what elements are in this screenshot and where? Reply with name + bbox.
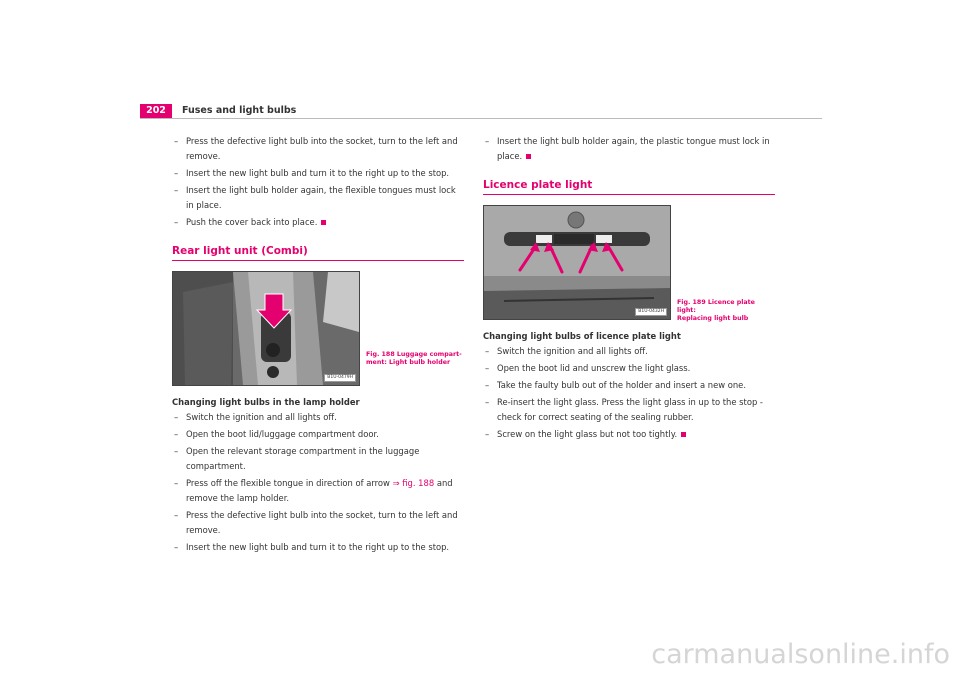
section-title-licence-plate: Licence plate light bbox=[483, 178, 775, 195]
step: – Insert the new light bulb and turn it to the right up to the stop. bbox=[172, 540, 464, 555]
left-column bbox=[172, 134, 464, 555]
subheading: Changing light bulbs in the lamp holder bbox=[172, 397, 360, 407]
luggage-compartment-photo bbox=[172, 271, 360, 386]
step bbox=[172, 476, 464, 506]
page-number: 202 bbox=[140, 104, 172, 118]
step: – Press the defective light bulb into the socket, turn to the left and remove. bbox=[172, 134, 464, 164]
step-text: Press off the flexible tongue in direction of arrow bbox=[186, 478, 393, 488]
step-text: Insert the light bulb holder again, the plastic tongue must lock in place. bbox=[497, 136, 770, 161]
figure-189 bbox=[483, 205, 775, 321]
right-column bbox=[483, 134, 775, 442]
section-end-mark bbox=[681, 432, 686, 437]
step: – Open the boot lid/luggage compartment door. bbox=[172, 427, 464, 442]
step: – Insert the new light bulb and turn it to the right up to the stop. bbox=[172, 166, 464, 181]
figure-caption-line: ment: Light bulb holder bbox=[366, 359, 451, 366]
figure-caption bbox=[677, 299, 775, 323]
figure-link-188[interactable]: ⇒ fig. 188 bbox=[392, 478, 435, 488]
licence-plate-light-photo bbox=[483, 205, 671, 320]
page-header-title: Fuses and light bulbs bbox=[182, 105, 297, 116]
step-text: Insert the light bulb holder again, the flexible tongues must lock in place. bbox=[186, 185, 456, 210]
step-text: and remove the lamp holder. bbox=[186, 478, 453, 503]
step: – Press the defective light bulb into the socket, turn to the left and remove. bbox=[172, 508, 464, 538]
step-text: Push the cover back into place. bbox=[186, 217, 318, 227]
section-end-mark bbox=[526, 154, 531, 159]
figure-188 bbox=[172, 271, 464, 387]
watermark: carmanualsonline.info bbox=[651, 639, 950, 670]
step: – Re-insert the light glass. Press the light glass in up to the stop - check for correct seating of the sealing rubber. bbox=[483, 395, 775, 425]
section-title-rear-light: Rear light unit (Combi) bbox=[172, 244, 464, 261]
step: – Open the relevant storage compartment in the luggage compartment. bbox=[172, 444, 464, 474]
figure-caption-line: Replacing light bulb bbox=[677, 315, 749, 322]
step: – Switch the ignition and all lights off. bbox=[172, 410, 464, 425]
step bbox=[483, 134, 775, 164]
step bbox=[172, 183, 464, 213]
figure-caption-line: Fig. 188 Luggage compart- bbox=[366, 351, 462, 358]
subheading: Changing light bulbs of licence plate light bbox=[483, 331, 681, 341]
header-rule bbox=[140, 118, 822, 119]
step bbox=[172, 215, 464, 230]
step: – Switch the ignition and all lights off. bbox=[483, 344, 775, 359]
figure-code: B1U-0479H bbox=[324, 374, 356, 382]
step-text: Screw on the light glass but not too tightly. bbox=[497, 429, 678, 439]
step bbox=[483, 427, 775, 442]
figure-caption-line: Fig. 189 Licence plate light: bbox=[677, 299, 755, 314]
step: – Open the boot lid and unscrew the light glass. bbox=[483, 361, 775, 376]
step: – Take the faulty bulb out of the holder and insert a new one. bbox=[483, 378, 775, 393]
figure-code: B1U-0432H bbox=[635, 308, 667, 316]
figure-caption bbox=[366, 351, 462, 367]
section-end-mark bbox=[321, 220, 326, 225]
